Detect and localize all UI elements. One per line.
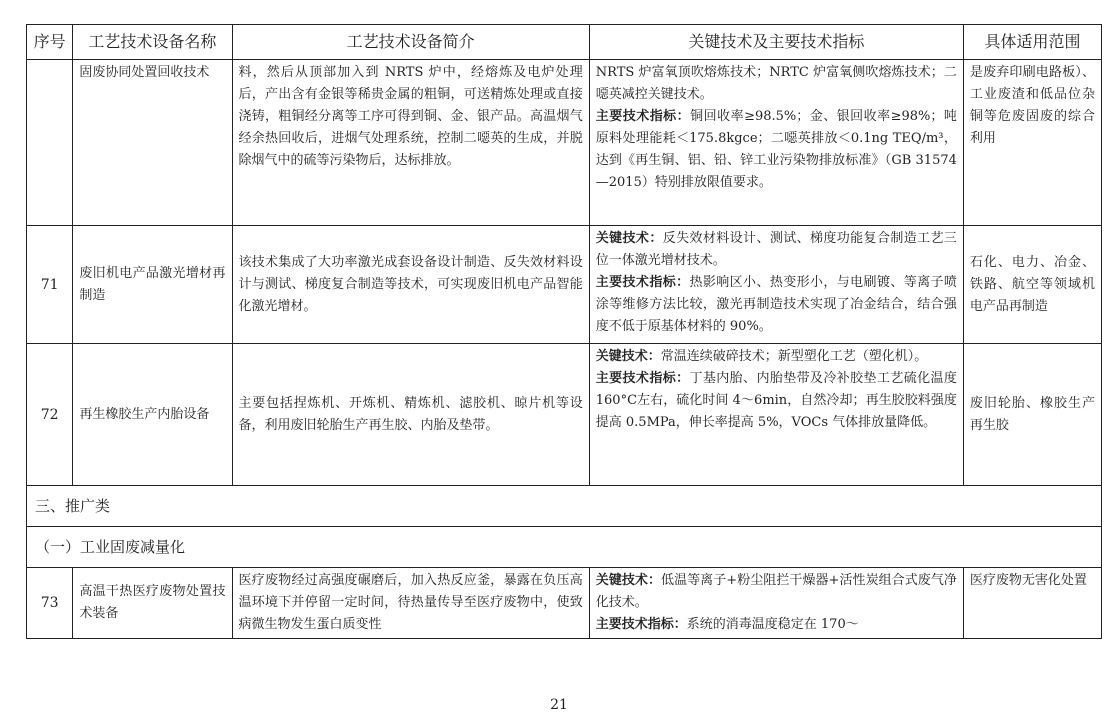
row-name: 固废协同处置回收技术 bbox=[73, 60, 232, 226]
main-index-label: 主要技术指标： bbox=[595, 275, 690, 290]
subsection-row bbox=[27, 527, 1102, 568]
row-key-tech bbox=[589, 344, 963, 486]
key-tech-text: NRTS 炉富氧顶吹熔炼技术；NRTC 炉富氧侧吹熔炼技术；二噁英减控关键技术。 bbox=[595, 65, 957, 102]
row-key-tech bbox=[589, 226, 963, 344]
main-index-text: 系统的消毒温度稳定在 170～ bbox=[686, 617, 859, 632]
row-intro: 该技术集成了大功率激光成套设备设计制造、反失效材料设计与测试、梯度复合制造等技术，可实现废旧机电产品智能化激光增材。 bbox=[232, 226, 589, 344]
row-no: 71 bbox=[27, 226, 73, 344]
main-index-label: 主要技术指标： bbox=[595, 371, 690, 386]
row-no bbox=[27, 60, 73, 226]
row-no: 73 bbox=[27, 568, 73, 639]
main-index-label: 主要技术指标： bbox=[595, 109, 691, 124]
table-row bbox=[27, 568, 1102, 639]
page-number: 21 bbox=[550, 697, 568, 713]
row-scope: 废旧轮胎、橡胶生产再生胶 bbox=[963, 344, 1101, 486]
main-index-label: 主要技术指标： bbox=[595, 617, 687, 632]
header-intro: 工艺技术设备简介 bbox=[232, 25, 589, 60]
key-tech-text: 低温等离子+粉尘阻拦干燥器+活性炭组合式废气净化技术。 bbox=[595, 573, 957, 610]
row-key-tech bbox=[589, 568, 963, 639]
header-name: 工艺技术设备名称 bbox=[73, 25, 232, 60]
section-row bbox=[27, 486, 1102, 527]
equipment-table bbox=[26, 24, 1102, 639]
table-row bbox=[27, 344, 1102, 486]
table-row bbox=[27, 226, 1102, 344]
row-name: 废旧机电产品激光增材再制造 bbox=[73, 226, 232, 344]
key-tech-label: 关键技术： bbox=[595, 573, 662, 588]
header-scope: 具体适用范围 bbox=[963, 25, 1101, 60]
subsection-title: （一）工业固废减量化 bbox=[27, 527, 1102, 568]
main-index-text: 热影响区小、热变形小，与电刷镀、等离子喷涂等维修方法比较，激光再制造技术实现了冶金结合，结合强度不低于原基体材料的 90%。 bbox=[595, 275, 957, 334]
main-index-text: 铜回收率≥98.5%；金、银回收率≥98%；吨原料处理能耗＜175.8kgce；二噁英排放＜0.1ng TEQ/m³，达到《再生铜、铝、铅、锌工业污染物排放标准》（GB 31574—2015）特别排放限值要求。 bbox=[595, 109, 957, 190]
row-scope: 石化、电力、冶金、铁路、航空等领域机电产品再制造 bbox=[963, 226, 1101, 344]
row-name: 再生橡胶生产内胎设备 bbox=[73, 344, 232, 486]
table-header-row bbox=[27, 25, 1102, 60]
key-tech-text: 常温连续破碎技术；新型塑化工艺（塑化机）。 bbox=[660, 349, 928, 364]
row-intro: 料，然后从顶部加入到 NRTS 炉中，经熔炼及电炉处理后，产出含有金银等稀贵金属的粗铜，可送精炼处理或直接浇铸，粗铜经分离等工序可得到铜、金、银产品。高温烟气经余热回收后，进烟气处理系统，控制二噁英的生成，并脱除烟气中的硫等污染物后，达标排放。 bbox=[232, 60, 589, 226]
row-intro: 主要包括捏炼机、开炼机、精炼机、滤胶机、晾片机等设备，利用废旧轮胎生产再生胶、内胎及垫带。 bbox=[232, 344, 589, 486]
row-scope: 是废弃印刷电路板）、工业废渣和低品位杂铜等危废固废的综合利用 bbox=[963, 60, 1101, 226]
header-no: 序号 bbox=[27, 25, 73, 60]
row-scope: 医疗废物无害化处置 bbox=[963, 568, 1101, 639]
section-title: 三、推广类 bbox=[27, 486, 1102, 527]
row-intro: 医疗废物经过高强度碾磨后，加入热反应釜，暴露在负压高温环境下并停留一定时间，待热量传导至医疗废物中，使致病微生物发生蛋白质变性 bbox=[232, 568, 589, 639]
row-no: 72 bbox=[27, 344, 73, 486]
row-name: 高温干热医疗废物处置技术装备 bbox=[73, 568, 232, 639]
main-index-text: 丁基内胎、内胎垫带及冷补胶垫工艺硫化温度 160°C左右，硫化时间 4～6min，自然冷却；再生胶胶料强度提高 0.5MPa，伸长率提高 5%，VOCs 气体排放量降低。 bbox=[595, 371, 957, 430]
key-tech-label: 关键技术： bbox=[595, 231, 663, 246]
row-key-tech bbox=[589, 60, 963, 226]
header-key-tech: 关键技术及主要技术指标 bbox=[589, 25, 963, 60]
table-row bbox=[27, 60, 1102, 226]
key-tech-text: 反失效材料设计、测试、梯度功能复合制造工艺三位一体激光增材技术。 bbox=[595, 231, 957, 268]
key-tech-label: 关键技术： bbox=[595, 349, 661, 364]
